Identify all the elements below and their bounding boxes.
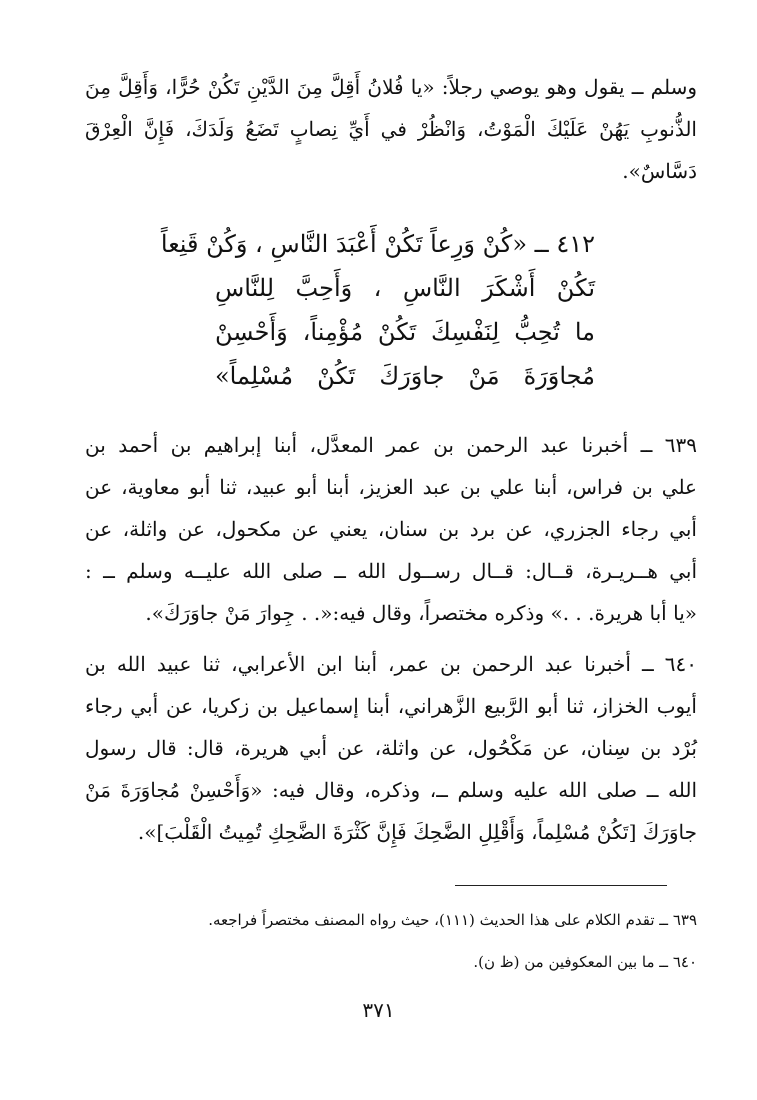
text-line: «يا أبا هريرة. . .» وذكره مختصراً، وقال فيه:«. . جِوارَ مَنْ جاوَرَكَ». [145, 601, 697, 625]
poem-block [160, 222, 595, 398]
text-line: أيوب الخزاز، ثنا أبو الرَّبيع الزَّهراني، أبنا إسماعيل بن زكريا، عن أبي رجاء [85, 694, 697, 718]
poem-line: تَكُنْ أَشْكَرَ النَّاسِ ، وَأَحِبَّ لِلنَّاسِ [215, 274, 595, 302]
text-line: أبي رجاء الجزري، عن برد بن سنان، يعني عن مكحول، عن واثلة، عن [85, 517, 697, 541]
footnote-divider [455, 885, 667, 886]
poem-line: مُجاوَرَةَ مَنْ جاوَرَكَ تَكُنْ مُسْلِماً» [215, 362, 595, 390]
text-line: أبي هــريـرة، قــال: قــال رســول الله ــ صلى الله عليــه وسلم ــ : [85, 559, 697, 583]
text-line: الله ــ صلى الله عليه وسلم ــ، وذكره، وقال فيه: «وَأَحْسِنْ مُجاوَرَةَ مَنْ [85, 778, 697, 802]
text-line: دَسَّاسٌ». [622, 159, 697, 183]
text-line: جاوَرَكَ [تَكُنْ مُسْلِماً، وَأَقْلِلِ الضَّحِكَ فَإِنَّ كَثْرَةَ الضَّحِكِ تُمِيتُ الْقَلْبَ]». [137, 820, 697, 844]
text-line: الذُّنوبِ يَهُنْ عَلَيْكَ الْمَوْتُ، وَانْظُرْ في أَيِّ نِصابٍ تَضَعُ وَلَدَكَ، فَإِنَّ الْعِرْقَ [85, 117, 697, 141]
hadith-639-paragraph [85, 424, 697, 634]
footnote-text: ٦٤٠ ــ ما بين المعكوفين من (ظ ن). [473, 953, 697, 971]
footnote-text: ٦٣٩ ــ تقدم الكلام على هذا الحديث (١١١)، حيث رواه المصنف مختصراً فراجعه. [208, 911, 697, 929]
poem-line: ما تُحِبُّ لِنَفْسِكَ تَكُنْ مُؤْمِناً، وَأَحْسِنْ [215, 318, 595, 346]
intro-paragraph [85, 66, 697, 192]
text-line: ٦٣٩ ــ أخبرنا عبد الرحمن بن عمر المعدَّل، أبنا إبراهيم بن أحمد بن [85, 433, 697, 457]
text-line: علي بن فراس، أبنا علي بن عبد العزيز، أبنا أبو عبيد، ثنا أبو معاوية، عن [85, 475, 697, 499]
poem-line: ٤١٢ ــ «كُنْ وَرِعاً تَكُنْ أَعْبَدَ النَّاسِ ، وَكُنْ قَنِعاً [160, 230, 595, 258]
footnote-639 [180, 903, 697, 937]
page-number: ٣٧١ [362, 998, 395, 1022]
text-line: وسلم ــ يقول وهو يوصي رجلاً: «يا فُلانُ أَقِلَّ مِنَ الدَّيْنِ تَكُنْ حُرًّا، وَأَقِلَّ مِنَ [85, 75, 697, 99]
footnote-640 [180, 945, 697, 979]
hadith-640-paragraph [85, 643, 697, 853]
text-line: بُرْد بن سِنان، عن مَكْحُول، عن واثلة، عن أبي هريرة، قال: قال رسول [85, 736, 697, 760]
text-line: ٦٤٠ ــ أخبرنا عبد الرحمن بن عمر، أبنا ابن الأعرابي، ثنا عبيد الله بن [85, 652, 697, 676]
